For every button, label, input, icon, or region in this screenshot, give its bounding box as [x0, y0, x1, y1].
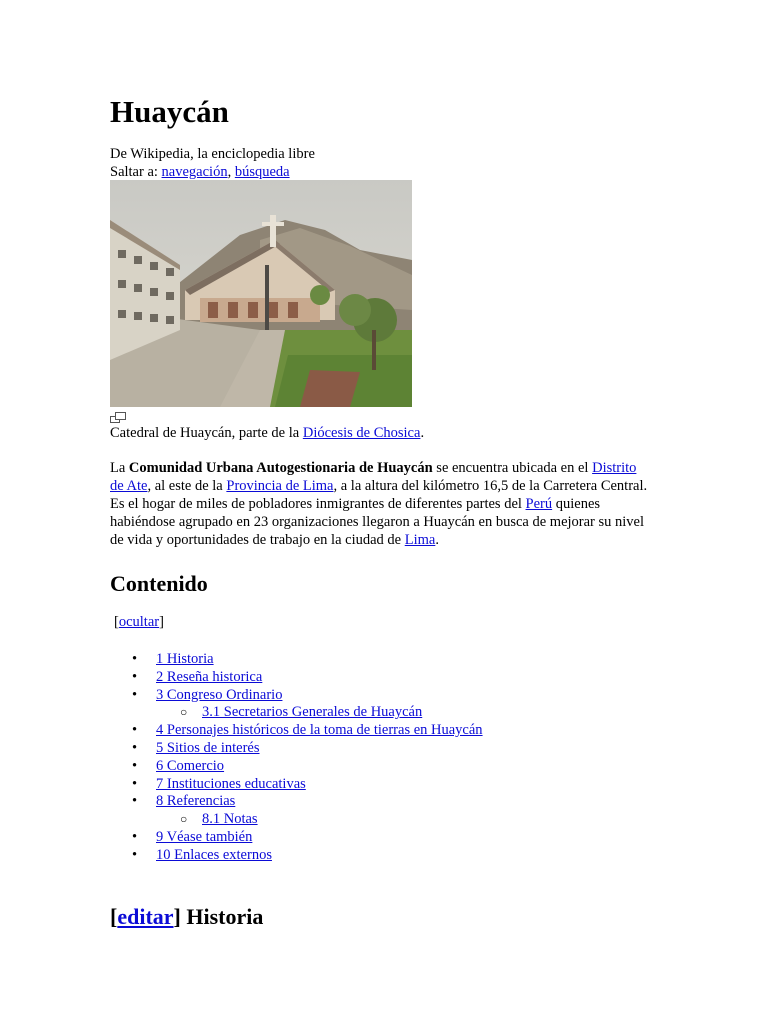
toc-link[interactable]: 4 Personajes históricos de la toma de tierras en Huaycán [156, 722, 483, 739]
toc-heading: Contenido [110, 571, 208, 596]
bullet-icon: • [132, 651, 138, 667]
cathedral-photo[interactable] [110, 180, 412, 407]
bullet-icon: • [132, 793, 138, 810]
intro-paragraph [110, 459, 650, 549]
circle-bullet-icon: ○ [180, 812, 188, 827]
circle-bullet-icon: ○ [180, 705, 188, 720]
enlarge-icon[interactable] [110, 412, 126, 424]
image-caption [110, 424, 424, 442]
link-distrito-de-ate[interactable]: Distrito de Ate [110, 460, 637, 494]
toc-link[interactable]: 3 Congreso Ordinario [156, 686, 283, 703]
bullet-icon: • [132, 757, 138, 774]
toc-link[interactable]: 10 Enlaces externos [156, 846, 272, 863]
intro-text-2: se encuentra ubicada en el [432, 460, 593, 476]
toc-link[interactable]: 7 Instituciones educativas [156, 775, 306, 792]
section-heading-historia [110, 904, 263, 930]
site-subtitle: De Wikipedia, la enciclopedia libre [110, 146, 315, 162]
bullet-icon: • [132, 722, 138, 739]
toc-link[interactable]: 8.1 Notas [202, 811, 258, 828]
intro-bold-name: Comunidad Urbana Autogestionaria de Huaycán [128, 460, 433, 476]
bullet-icon: • [132, 668, 138, 685]
toc-link[interactable]: 3.1 Secretarios Generales de Huaycán [202, 704, 423, 721]
bullet-icon: • [132, 775, 138, 792]
jump-separator: , [227, 164, 235, 180]
bullet-icon: • [132, 686, 138, 703]
caption-end: . [420, 425, 425, 441]
bullet-icon: • [132, 739, 138, 756]
intro-text-3: , al este de la [147, 478, 227, 494]
toc-link[interactable]: 6 Comercio [156, 757, 225, 774]
toc-link[interactable]: 5 Sitios de interés [156, 739, 260, 756]
toc-link[interactable]: 1 Historia [156, 651, 214, 667]
toc-toggle-open: [ [114, 614, 119, 630]
jump-links [110, 163, 290, 181]
caption-text: Catedral de Huaycán, parte de la [110, 425, 303, 441]
intro-text-6: . [435, 532, 439, 548]
toc-link[interactable]: 8 Referencias [156, 793, 236, 810]
link-lima[interactable]: Lima [404, 532, 436, 548]
link-provincia-de-lima[interactable]: Provincia de Lima [226, 478, 334, 494]
jump-navigation-link[interactable]: navegación [161, 164, 228, 180]
section-title: Historia [186, 904, 264, 929]
edit-close: ] [173, 904, 187, 929]
toc-toggle [114, 614, 164, 631]
jump-search-link[interactable]: búsqueda [234, 164, 290, 180]
intro-text-1: La [110, 460, 129, 476]
toc-toggle-close: ] [159, 614, 164, 630]
edit-section-link[interactable]: editar [117, 904, 174, 929]
bullet-icon: • [132, 846, 138, 863]
bullet-icon: • [132, 828, 138, 845]
page-title: Huaycán [110, 94, 229, 129]
toc-hide-link[interactable]: ocultar [118, 614, 160, 630]
cathedral-illustration [110, 180, 412, 407]
caption-diocese-link[interactable]: Diócesis de Chosica [302, 425, 421, 441]
toc-link[interactable]: 2 Reseña historica [156, 668, 263, 685]
jump-prefix: Saltar a: [110, 164, 162, 180]
intro-text-5: quienes habiéndose agrupado en 23 organizaciones llegaron a Huaycán en busca de mejorar su nivel de vida y oportunidades de trabajo en la ciudad de [110, 496, 645, 548]
link-peru[interactable]: Perú [525, 496, 553, 512]
intro-text-4: , a la altura del kilómetro 16,5 de la Carretera Central. Es el hogar de miles de pobladores inmigrantes de diferentes partes del [110, 478, 648, 512]
toc-link[interactable]: 9 Véase también [156, 828, 253, 845]
edit-open: [ [110, 904, 118, 929]
